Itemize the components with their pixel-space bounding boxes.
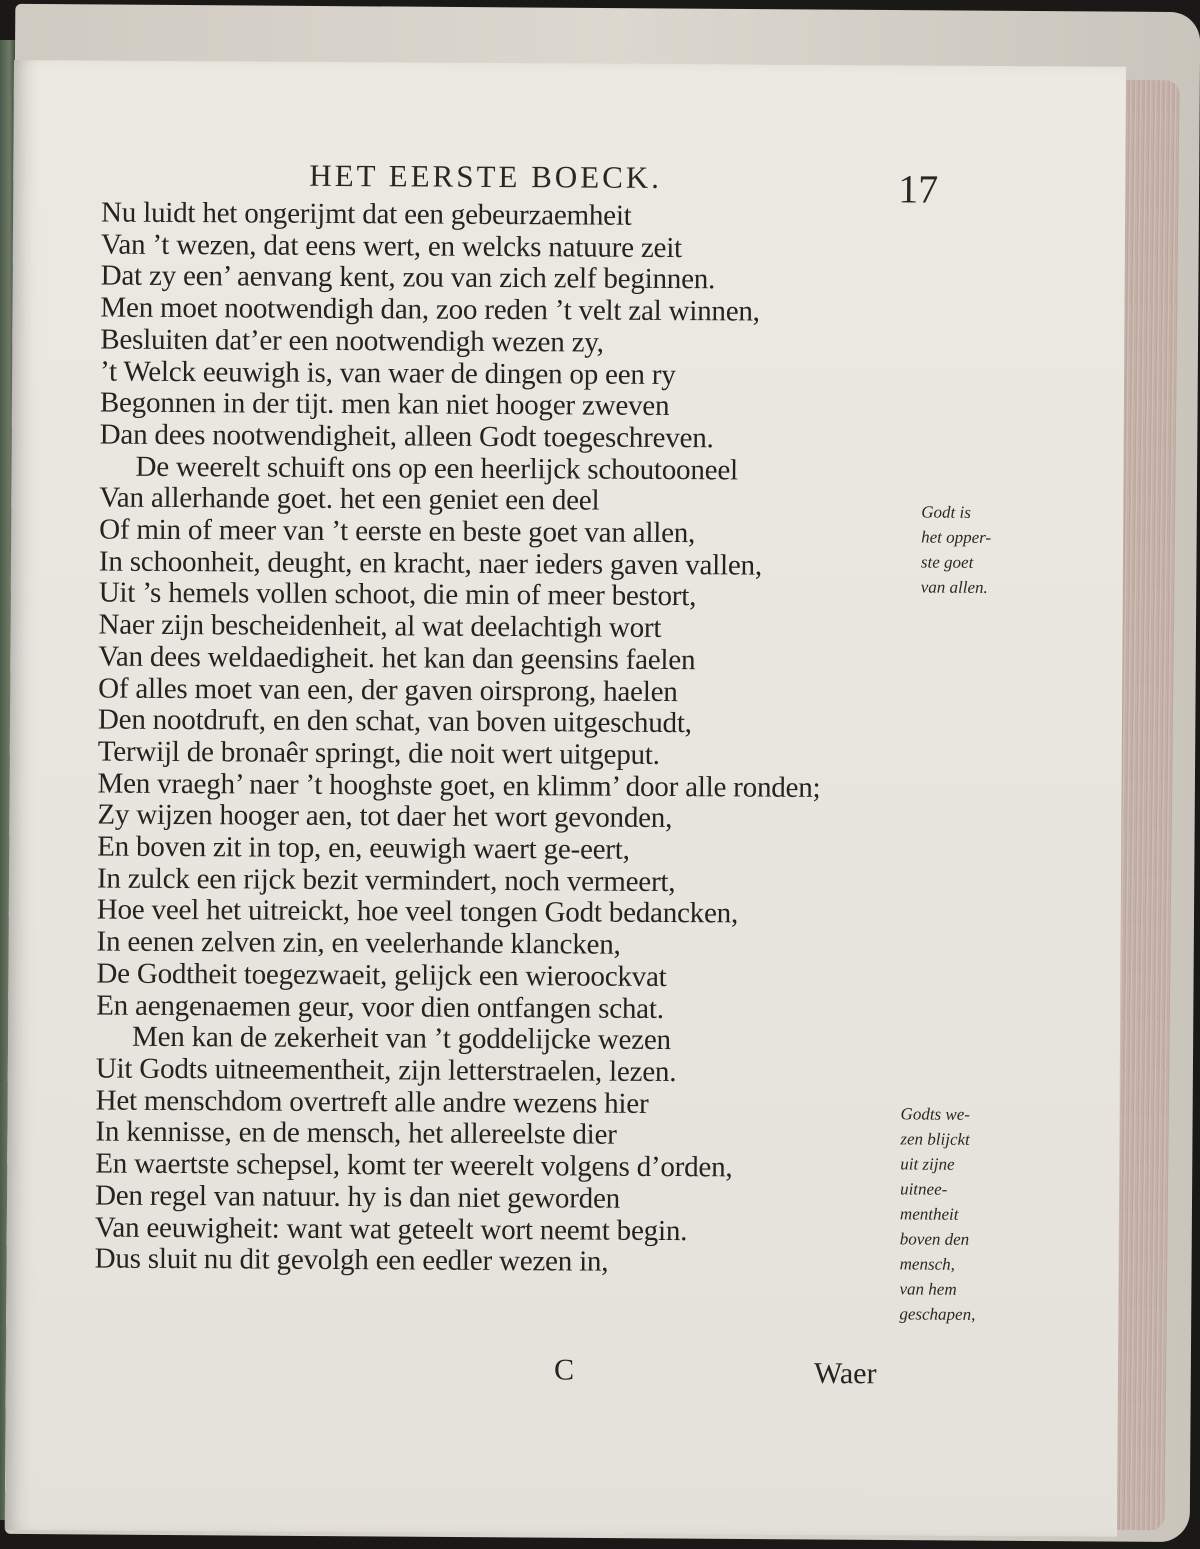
- verse-line: Dat zy een’ aenvang kent, zou van zich zelf beginnen.: [100, 259, 716, 296]
- marginal-note-line: uit zijne: [900, 1154, 955, 1174]
- verse-line: Van ’t wezen, dat eens wert, en welcks natuure zeit: [100, 228, 683, 264]
- marginal-note-god-above-man: [899, 1101, 976, 1326]
- verse-line: In kennisse, en de mensch, het allereelste dier: [95, 1115, 617, 1152]
- verse-line: Van allerhande goet. het een geniet een deel: [99, 481, 600, 517]
- verse-line: Men kan de zekerheit van ’t goddelijcke wezen: [131, 1021, 671, 1057]
- verse-line: Uit ’s hemels vollen schoot, die min of meer bestort,: [98, 576, 697, 613]
- verse-line: Men moet nootwendigh dan, zoo reden ’t velt zal winnen,: [100, 291, 760, 328]
- running-head: HET EERSTE BOECK.: [309, 157, 663, 195]
- verse-line: Men vraegh’ naer ’t hooghste goet, en klimm’ door alle ronden;: [97, 767, 821, 804]
- catchword: Waer: [813, 1356, 877, 1391]
- verse-line: Naer zijn bescheidenheit, al wat deelachtigh wort: [98, 608, 662, 645]
- verse-line: Dan dees nootwendigheit, alleen Godt toegeschreven.: [99, 418, 714, 455]
- verse-line: Nu luidt het ongerijmt dat een gebeurzaemheit: [100, 196, 632, 232]
- verse-line: Van eeuwigheit: want wat geteelt wort neemt begin.: [94, 1211, 688, 1247]
- verse-line: Zy wijzen hooger aen, tot daer het wort gevonden,: [97, 798, 673, 835]
- marginal-note-line: boven den: [899, 1229, 970, 1249]
- book-page: [5, 60, 1126, 1537]
- marginal-note-line: mensch,: [899, 1254, 955, 1274]
- verse-line: In eenen zelven zin, en veelerhande klancken,: [96, 925, 621, 961]
- marginal-note-line: mentheit: [899, 1204, 959, 1224]
- verse-line: Van dees weldaedigheit. het kan dan geensins faelen: [98, 640, 696, 677]
- signature-mark: C: [553, 1353, 575, 1387]
- marginal-note-line: uitnee-: [900, 1179, 948, 1199]
- marginal-note-line: van hem: [899, 1279, 957, 1299]
- verse-line: En boven zit in top, en, eeuwigh waert ge-eert,: [97, 830, 630, 866]
- verse-line: Den regel van natuur. hy is dan niet geworden: [94, 1179, 621, 1215]
- verse-text-block: [95, 198, 982, 1281]
- page-number: 17: [898, 166, 939, 212]
- verse-line: De weerelt schuift ons op een heerlijck schoutooneel: [135, 450, 739, 487]
- marginal-note-line: van allen.: [920, 577, 988, 597]
- verse-line: Dus sluit nu dit gevolgh een eedler wezen in,: [94, 1242, 609, 1278]
- marginal-note-line: geschapen,: [899, 1304, 976, 1324]
- verse-line: Of min of meer van ’t eerste en beste goet van allen,: [99, 513, 696, 550]
- verse-line: Hoe veel het uitreickt, hoe veel tongen Godt bedancken,: [96, 893, 739, 930]
- marginal-note-line: Godt is: [921, 502, 971, 522]
- verse-line: In schoonheit, deught, en kracht, naer ieders gaven vallen,: [98, 545, 763, 582]
- verse-line: De Godtheit toegezwaeit, gelijck een wieroockvat: [96, 957, 667, 993]
- verse-line: Terwijl de bronaêr springt, die noit wert uitgeput.: [97, 735, 660, 771]
- marginal-note-line: Godts we-: [900, 1104, 971, 1124]
- verse-line: Het menschdom overtreft alle andre wezens hier: [95, 1084, 649, 1120]
- verse-line: Besluiten dat’er een nootwendigh wezen zy,: [100, 323, 604, 359]
- verse-line: Den nootdruft, en den schat, van boven uitgeschudt,: [97, 703, 692, 740]
- marginal-note-line: zen blijckt: [900, 1129, 970, 1149]
- verse-line: En aengenaemen geur, voor dien ontfangen schat.: [96, 989, 664, 1025]
- verse-line: Of alles moet van een, der gaven oirsprong, haelen: [98, 672, 678, 708]
- verse-line: En waertste schepsel, komt ter weerelt volgens d’orden,: [95, 1147, 733, 1184]
- marginal-note-line: ste goet: [920, 552, 974, 572]
- marginal-note-line: het opper-: [921, 527, 992, 547]
- verse-line: Begonnen in der tijt. men kan niet hooger zweven: [99, 386, 670, 423]
- verse-line: In zulck een rijck bezit vermindert, noch vermeert,: [96, 862, 676, 898]
- marginal-note-god-highest-good: [921, 500, 992, 600]
- verse-line: ’t Welck eeuwigh is, van waer de dingen op een ry: [100, 355, 676, 391]
- verse-line: Uit Godts uitneementheit, zijn letterstraelen, lezen.: [95, 1052, 677, 1089]
